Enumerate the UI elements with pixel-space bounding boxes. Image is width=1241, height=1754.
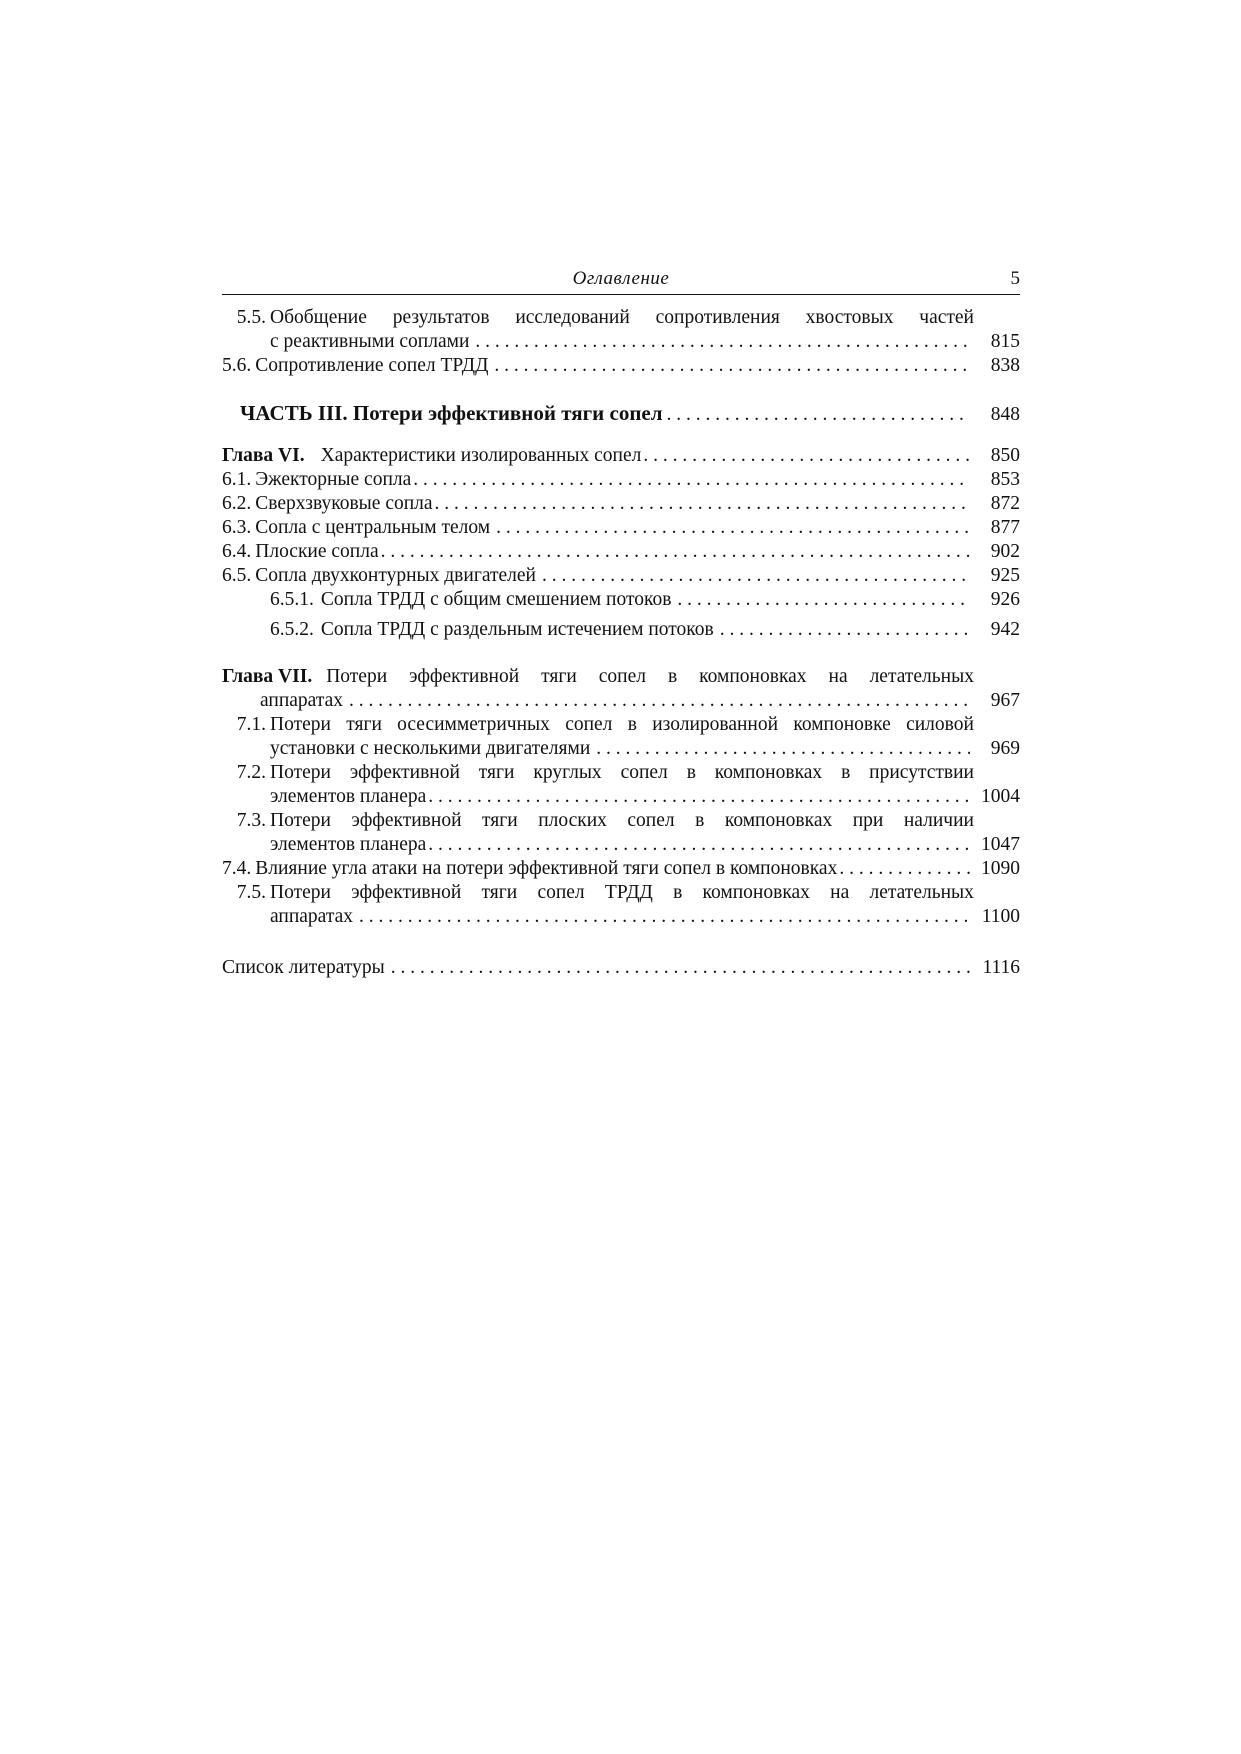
entry-number: 6.5.2. (270, 619, 314, 640)
entry-page: 969 (990, 738, 1020, 759)
entry-number: 7.4. (222, 858, 252, 879)
dot-leader (475, 330, 970, 354)
entry-number: 5.6. (222, 355, 252, 376)
dot-leader (839, 857, 970, 881)
toc-entry-7-1[interactable] (222, 713, 1020, 761)
entry-page: 1004 (981, 786, 1020, 807)
toc-entry-6-5-2[interactable] (222, 618, 1020, 642)
toc-entry-5-6[interactable] (222, 354, 1020, 378)
toc-entry-7-3[interactable] (222, 809, 1020, 857)
entry-page: 942 (990, 619, 1020, 640)
entry-title: Сопла ТРДД с раздельным истечением потоков (320, 619, 714, 640)
dot-leader (542, 564, 970, 588)
toc-entry-chapter-7[interactable] (222, 665, 1020, 713)
toc-entry-6-5-1[interactable] (222, 588, 1020, 612)
toc-entry-6-2[interactable] (222, 492, 1020, 516)
entry-title-line2: установки с несколькими двигателями (270, 738, 591, 759)
entry-number: 7.3. (236, 810, 266, 831)
dot-leader (435, 492, 970, 516)
table-of-contents-page (222, 268, 1020, 978)
entry-page: 967 (990, 690, 1020, 711)
entry-number: 6.5.1. (270, 589, 314, 610)
entry-title: Сопла двухконтурных двигателей (255, 565, 536, 586)
entry-title-line1: Потери эффективной тяги плоских сопел в компоновках при наличии (270, 810, 974, 831)
entry-page: 1090 (981, 858, 1020, 879)
entry-number: 6.2. (222, 493, 252, 514)
entry-title-line2: с реактивными соплами (270, 331, 470, 352)
entry-page: 848 (990, 404, 1020, 425)
entry-page: 1100 (981, 906, 1020, 927)
dot-leader (677, 588, 970, 612)
entry-page: 872 (990, 493, 1020, 514)
chapter-label: Глава VI. (222, 445, 305, 466)
entry-number: 6.4. (222, 541, 252, 562)
toc-entry-5-5[interactable] (222, 306, 1020, 354)
entry-number: 6.5. (222, 565, 252, 586)
entry-page: 850 (990, 445, 1020, 466)
entry-title-line1: Обобщение результатов исследований сопротивления хвостовых частей (270, 307, 974, 328)
dot-leader (359, 905, 970, 929)
entry-page: 1116 (982, 957, 1020, 978)
entry-title: Плоские сопла (255, 541, 379, 562)
toc-entry-chapter-6[interactable] (222, 444, 1020, 468)
dot-leader (349, 689, 970, 713)
entry-number: 7.2. (236, 762, 266, 783)
toc-entry-6-3[interactable] (222, 516, 1020, 540)
dot-leader (494, 354, 970, 378)
dot-leader (413, 468, 970, 492)
part-title: ЧАСТЬ III. Потери эффективной тяги сопел (240, 401, 663, 425)
chapter-label: Глава VII. (222, 666, 313, 687)
toc-entry-7-4[interactable] (222, 857, 1020, 881)
entry-title: Список литературы (222, 957, 385, 978)
dot-leader (667, 403, 970, 427)
entry-title: Сопла ТРДД с общим смешением потоков (320, 589, 672, 610)
dot-leader (381, 540, 970, 564)
dot-leader (720, 618, 970, 642)
entry-title: Эжекторные сопла (255, 469, 412, 490)
entry-title-line1: Потери эффективной тяги круглых сопел в компоновках в присутствии (270, 762, 974, 783)
entry-page: 926 (990, 589, 1020, 610)
entry-title-line1: Потери тяги осесимметричных сопел в изолированной компоновке силовой (270, 714, 974, 735)
entry-page: 902 (990, 541, 1020, 562)
toc-entry-6-1[interactable] (222, 468, 1020, 492)
entry-page: 815 (990, 331, 1020, 352)
toc-entry-part-3[interactable] (222, 401, 1020, 427)
entry-title: Влияние угла атаки на потери эффективной тяги сопел в компоновках (255, 858, 838, 879)
dot-leader (496, 516, 970, 540)
entry-title: Сопла с центральным телом (255, 517, 491, 538)
entry-number: 5.5. (236, 307, 266, 328)
entry-page: 877 (990, 517, 1020, 538)
entry-page: 838 (990, 355, 1020, 376)
entry-title: Характеристики изолированных сопел (320, 445, 642, 466)
entry-title-line1: Потери эффективной тяги сопел ТРДД в компоновках на летательных (270, 882, 974, 903)
dot-leader (391, 956, 970, 980)
entry-number: 7.5. (236, 882, 266, 903)
running-header (222, 268, 1020, 295)
dot-leader (596, 737, 970, 761)
entry-title-line2: аппаратах (270, 906, 353, 927)
entry-title-line2: элементов планера (270, 834, 427, 855)
entry-page: 1047 (981, 834, 1020, 855)
page-number: 5 (1010, 268, 1020, 289)
entry-number: 7.1. (236, 714, 266, 735)
toc-entry-6-4[interactable] (222, 540, 1020, 564)
toc-entry-7-2[interactable] (222, 761, 1020, 809)
toc-entry-7-5[interactable] (222, 881, 1020, 929)
entry-title-line2: аппаратах (260, 690, 343, 711)
entry-page: 853 (990, 469, 1020, 490)
entry-title-line1: Потери эффективной тяги сопел в компоновках на летательных (326, 666, 974, 687)
entry-title-line2: элементов планера (270, 786, 427, 807)
entry-title: Сверхзвуковые сопла (255, 493, 433, 514)
dot-leader (643, 444, 970, 468)
entry-title: Сопротивление сопел ТРДД (255, 355, 489, 376)
toc-entry-6-5[interactable] (222, 564, 1020, 588)
entry-number: 6.1. (222, 469, 252, 490)
entry-page: 925 (990, 565, 1020, 586)
dot-leader (428, 833, 970, 857)
entry-number: 6.3. (222, 517, 252, 538)
toc-entry-references[interactable] (222, 956, 1020, 980)
running-title: Оглавление (572, 268, 670, 289)
dot-leader (428, 785, 970, 809)
